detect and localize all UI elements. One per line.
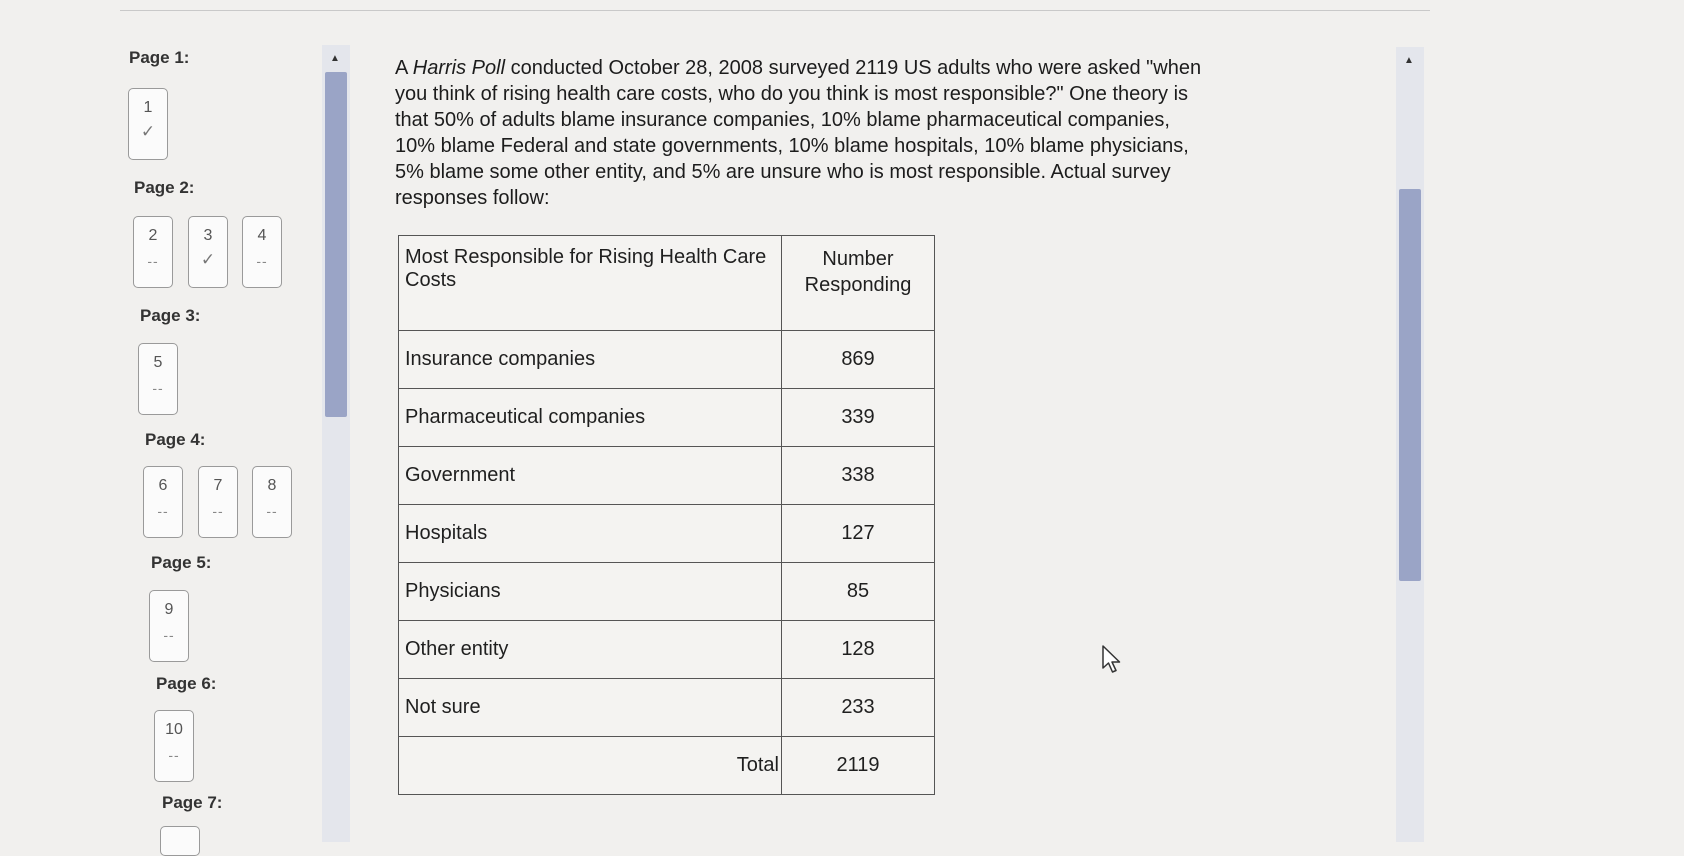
content-scroll-thumb[interactable] [1399,189,1421,581]
total-value: 2119 [782,737,935,795]
table-row [399,505,935,563]
mouse-pointer-icon [1102,645,1124,675]
category-cell: Pharmaceutical companies [399,389,782,447]
unanswered-dash-icon: -- [157,503,169,519]
question-number: 4 [257,227,267,244]
checkmark-icon: ✓ [140,122,156,141]
question-number: 1 [143,99,153,116]
page-3-label: Page 3: [140,306,201,325]
question-text: A Harris Poll conducted October 28, 2008 surveyed 2119 US adults who were asked "when you think of rising health care costs, who do you think is most responsible?" One theory is that 50% of adults blame insurance companies, 10% blame pharmaceutical companies, 10% blame Federal and state governments, 10% blame hospitals, 10% blame physicians, 5% blame some other entity, and 5% are unsure who is most responsible. Actual survey responses follow: [395,57,1202,209]
question-3-button[interactable] [188,216,228,288]
question-10-button[interactable] [154,710,194,782]
page-1-label: Page 1: [129,48,190,67]
question-number: 3 [203,227,213,244]
navigator-scrollbar[interactable] [322,45,350,842]
question-number: 6 [158,477,168,494]
unanswered-dash-icon: -- [163,627,175,643]
question-8-button[interactable] [252,466,292,538]
count-cell: 338 [782,447,935,505]
question-number: 9 [164,601,174,618]
category-cell: Other entity [399,621,782,679]
page-2-label: Page 2: [134,178,195,197]
question-11-button-partial[interactable] [160,826,200,856]
category-cell: Hospitals [399,505,782,563]
unanswered-dash-icon: -- [256,253,268,269]
question-7-button[interactable] [198,466,238,538]
page-6-label: Page 6: [156,674,217,693]
question-4-button[interactable] [242,216,282,288]
question-1-button[interactable] [128,88,168,160]
table-row [399,389,935,447]
count-cell: 869 [782,331,935,389]
category-cell: Insurance companies [399,331,782,389]
total-label: Total [399,737,782,795]
unanswered-dash-icon: -- [266,503,278,519]
count-cell: 85 [782,563,935,621]
table-row [399,563,935,621]
survey-responses-table [398,235,935,795]
table-row [399,621,935,679]
count-cell: 127 [782,505,935,563]
scroll-up-arrow-icon[interactable]: ▲ [330,53,340,64]
category-cell: Government [399,447,782,505]
table-row [399,679,935,737]
question-number: 2 [148,227,158,244]
table-header-row [399,236,935,331]
question-number: 10 [165,721,183,738]
column-header-count: Number Responding [782,236,935,331]
count-cell: 339 [782,389,935,447]
unanswered-dash-icon: -- [147,253,159,269]
question-2-button[interactable] [133,216,173,288]
question-6-button[interactable] [143,466,183,538]
poll-name: Harris Poll [412,57,506,79]
page-7-label: Page 7: [162,793,223,812]
page-5-label: Page 5: [151,553,212,572]
question-9-button[interactable] [149,590,189,662]
column-header-category: Most Responsible for Rising Health Care Costs [399,236,782,331]
question-number: 8 [267,477,277,494]
content-scrollbar[interactable] [1396,47,1424,842]
question-number: 7 [213,477,223,494]
unanswered-dash-icon: -- [168,747,180,763]
count-cell: 233 [782,679,935,737]
question-5-button[interactable] [138,343,178,415]
checkmark-icon: ✓ [200,250,216,269]
question-navigator [0,0,330,842]
count-cell: 128 [782,621,935,679]
question-number: 5 [153,354,163,371]
category-cell: Physicians [399,563,782,621]
table-total-row [399,737,935,795]
category-cell: Not sure [399,679,782,737]
unanswered-dash-icon: -- [212,503,224,519]
table-row [399,447,935,505]
scroll-up-arrow-icon[interactable]: ▲ [1404,55,1414,66]
unanswered-dash-icon: -- [152,380,164,396]
page-4-label: Page 4: [145,430,206,449]
navigator-scroll-thumb[interactable] [325,72,347,417]
table-row [399,331,935,389]
